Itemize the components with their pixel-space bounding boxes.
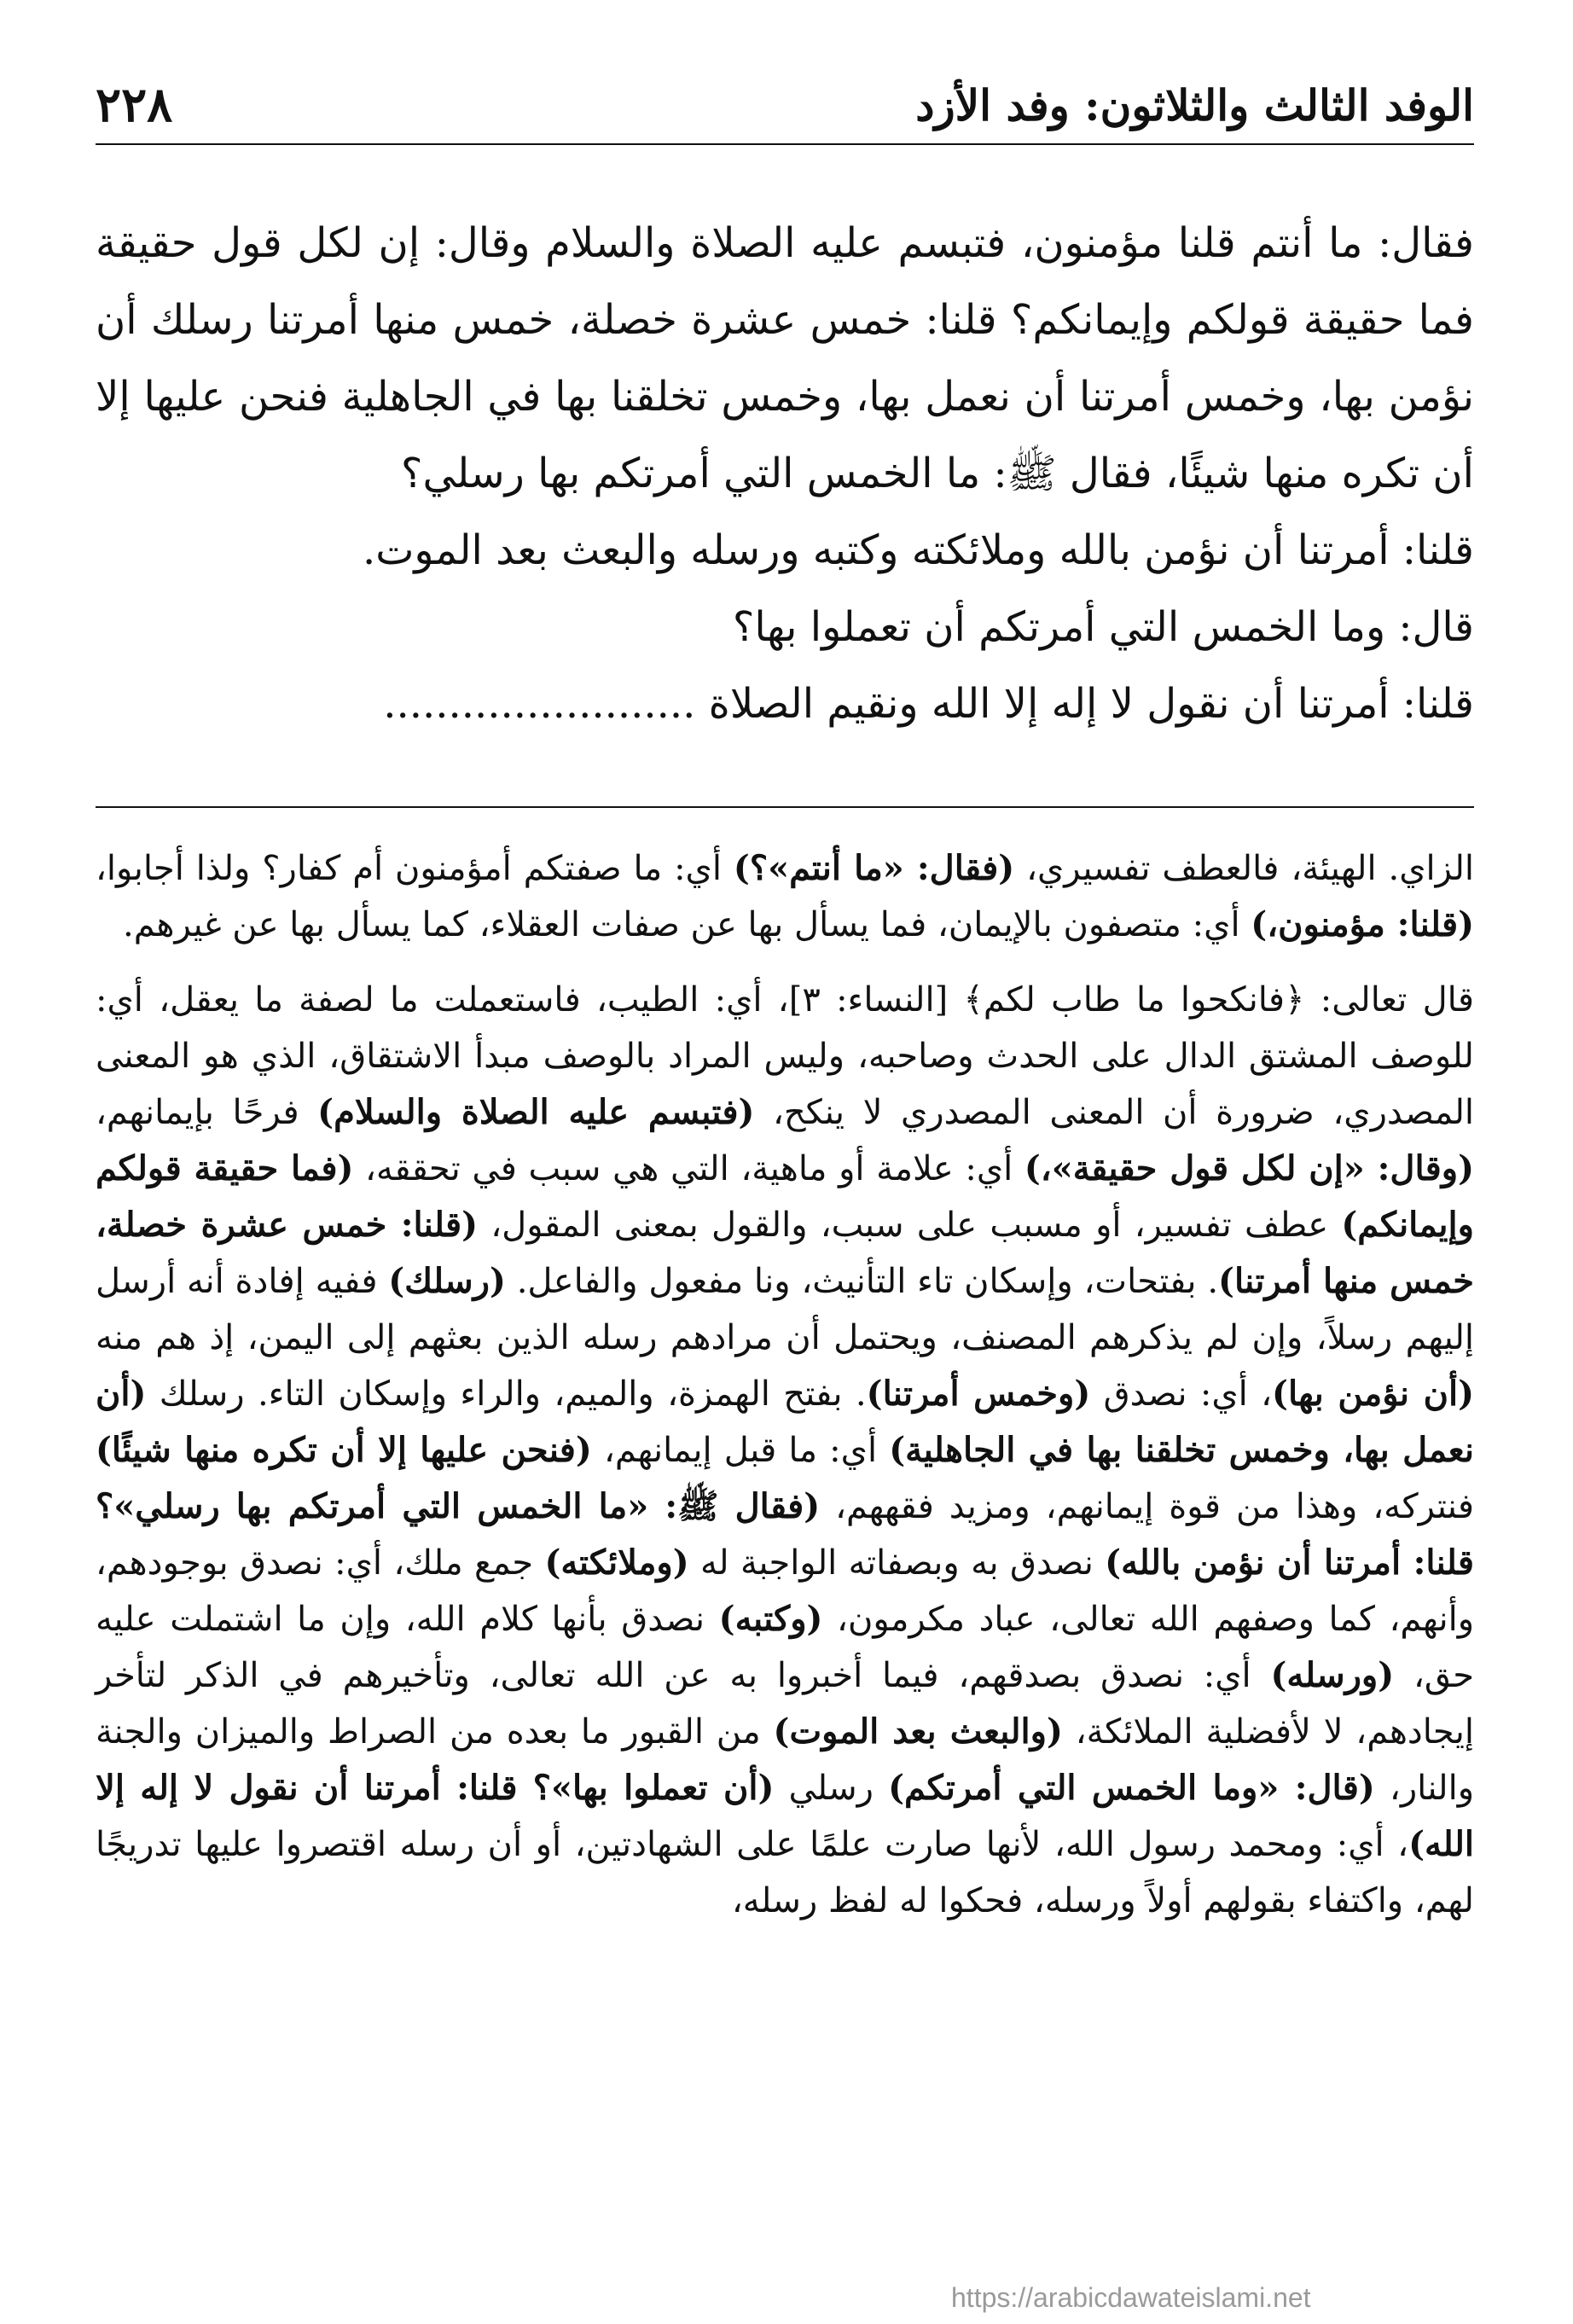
- main-line-1: قلنا: أمرتنا أن نؤمن بالله وملائكته وكتبه ورسله والبعث بعد الموت.: [362, 526, 1474, 574]
- quoted-phrase: (وخمس أمرتنا): [866, 1374, 1091, 1414]
- quoted-phrase: (وكتبه): [718, 1599, 823, 1639]
- quoted-phrase: (قال: «وما الخمس التي أمرتكم): [888, 1768, 1375, 1808]
- commentary-text: أي: متصفون بالإيمان، فما يسأل بها عن صفات العقلاء، كما يسأل بها عن غيرهم.: [123, 905, 1251, 944]
- commentary-text: الزاي. الهيئة، فالعطف تفسيري،: [1014, 849, 1474, 888]
- commentary-text: من القبور ما بعده من الصراط والميزان والجنة والنار،: [96, 1712, 1475, 1808]
- commentary-paragraph-2: [96, 972, 1474, 1929]
- quoted-phrase: (قلنا: مؤمنون،): [1251, 904, 1474, 944]
- commentary-text: فنتركه، وهذا من قوة إيمانهم، ومزيد فقههم،: [820, 1487, 1474, 1526]
- commentary-text: ، أي: ومحمد رسول الله، لأنها صارت علمًا على الشهادتين، أو أن رسله اقتصروا عليها تدريجًا لهم، واكتفاء بقولهم أولاً ورسله، فحكوا له لفظ رسله،: [96, 1825, 1474, 1920]
- commentary-text: أي: ما صفتكم أمؤمنون أم كفار؟ ولذا أجابوا،: [96, 849, 734, 888]
- quoted-phrase: (أن نؤمن بها): [1272, 1374, 1474, 1414]
- commentary-text: ، أي: نصدق: [1090, 1374, 1273, 1414]
- main-text: [96, 205, 1474, 742]
- quoted-phrase: (فقال: «ما أنتم»؟): [733, 848, 1015, 888]
- quoted-phrase: (والبعث بعد الموت): [773, 1711, 1063, 1752]
- footnote-divider: [96, 806, 1474, 808]
- commentary-text: أي: علامة أو ماهية، التي هي سبب في تحققه،: [353, 1149, 1024, 1188]
- commentary-text: فرحًا بإيمانهم،: [96, 1093, 318, 1132]
- quoted-phrase: (قلنا: خمس عشرة خصلة، خمس منها أمرتنا): [96, 1205, 1474, 1301]
- commentary: [96, 840, 1474, 1948]
- quoted-phrase: (أن نعمل بها، وخمس تخلقنا بها في الجاهلية): [96, 1374, 1474, 1470]
- commentary-text: . بفتحات، وإسكان تاء التأنيث، ونا مفعول والفاعل.: [505, 1262, 1219, 1301]
- quoted-phrase: (فقال ﷺ: «ما الخمس التي أمرتكم بها رسلي»؟ قلنا: أمرتنا أن نؤمن بالله): [96, 1486, 1474, 1583]
- page-header: [96, 67, 1474, 145]
- quoted-phrase: (وقال: «إن لكل قول حقيقة»،): [1024, 1148, 1474, 1188]
- quoted-phrase: (فما حقيقة قولكم وإيمانكم): [96, 1148, 1474, 1245]
- main-paragraph: فقال: ما أنتم قلنا مؤمنون، فتبسم عليه الصلاة والسلام وقال: إن لكل قول حقيقة فما حقيقة قولكم وإيمانكم؟ قلنا: خمس عشرة خصلة، خمس منها أمرتنا رسلك أن نؤمن بها، وخمس أمرتنا أن نعمل بها، وخمس تخلقنا بها في الجاهلية فنحن عليها إلا أن تكره منها شيئًا، فقال ﷺ: ما الخمس التي أمرتكم بها رسلي؟: [96, 219, 1475, 497]
- quoted-phrase: (رسلك): [388, 1261, 506, 1301]
- main-line-3: [96, 665, 1474, 742]
- quoted-phrase: (أن تعملوا بها»؟ قلنا: أمرتنا أن نقول لا إله إلا الله): [96, 1768, 1474, 1864]
- running-title: الوفد الثالث والثلاثون: وفد الأزد: [915, 79, 1474, 131]
- commentary-text: قال تعالى: ﴿فانكحوا ما طاب لكم﴾ [النساء: ٣]، أي: الطيب، فاستعملت ما لصفة ما يعقل، أي: للوصف المشتق الدال على الحدث وصاحبه، وليس المراد بالوصف مبدأ الاشتقاق، الذي هو المعنى المصدري، ضرورة أن المعنى المصدري لا ينكح،: [96, 980, 1474, 1132]
- watermark-url: https://arabicdawateislami.net: [951, 2282, 1311, 2313]
- commentary-text: رسلي: [774, 1769, 889, 1808]
- commentary-text: أي: ما قبل إيمانهم،: [591, 1431, 890, 1470]
- commentary-text: عطف تفسير، أو مسبب على سبب، والقول بمعنى المقول،: [478, 1206, 1342, 1245]
- commentary-paragraph-1: [96, 840, 1474, 953]
- main-line-3-text: قلنا: أمرتنا أن نقول لا إله إلا الله ونقيم الصلاة: [708, 680, 1474, 728]
- quoted-phrase: (ورسله): [1270, 1655, 1395, 1695]
- commentary-text: نصدق بأنها كلام الله، وإن ما اشتملت عليه حق،: [96, 1600, 1474, 1695]
- ellipsis: ........................: [383, 680, 696, 728]
- commentary-text: جمع ملك، أي: نصدق بوجودهم، وأنهم، كما وصفهم الله تعالى، عباد مكرمون،: [96, 1543, 1475, 1639]
- main-line-2: قال: وما الخمس التي أمرتكم أن تعملوا بها؟: [732, 603, 1474, 651]
- commentary-text: نصدق به وبصفاته الواجبة له: [688, 1543, 1106, 1583]
- commentary-text: أي: نصدق بصدقهم، فيما أخبروا به عن الله تعالى، وتأخيرهم في الذكر لتأخر إيجادهم، لا لأفضلية الملائكة،: [96, 1656, 1475, 1752]
- quoted-phrase: (وملائكته): [544, 1543, 689, 1583]
- quoted-phrase: (فنحن عليها إلا أن تكره منها شيئًا): [96, 1430, 592, 1470]
- page-number: ٢٢٨: [96, 77, 173, 133]
- commentary-text: . بفتح الهمزة، والميم، والراء وإسكان التاء. رسلك: [146, 1374, 867, 1414]
- quoted-phrase: (فتبسم عليه الصلاة والسلام): [317, 1092, 755, 1132]
- commentary-text: ففيه إفادة أنه أرسل إليهم رسلاً، وإن لم يذكرهم المصنف، ويحتمل أن مرادهم رسله الذين بعثهم إلى اليمن، إذ هم منه: [96, 1262, 1474, 1357]
